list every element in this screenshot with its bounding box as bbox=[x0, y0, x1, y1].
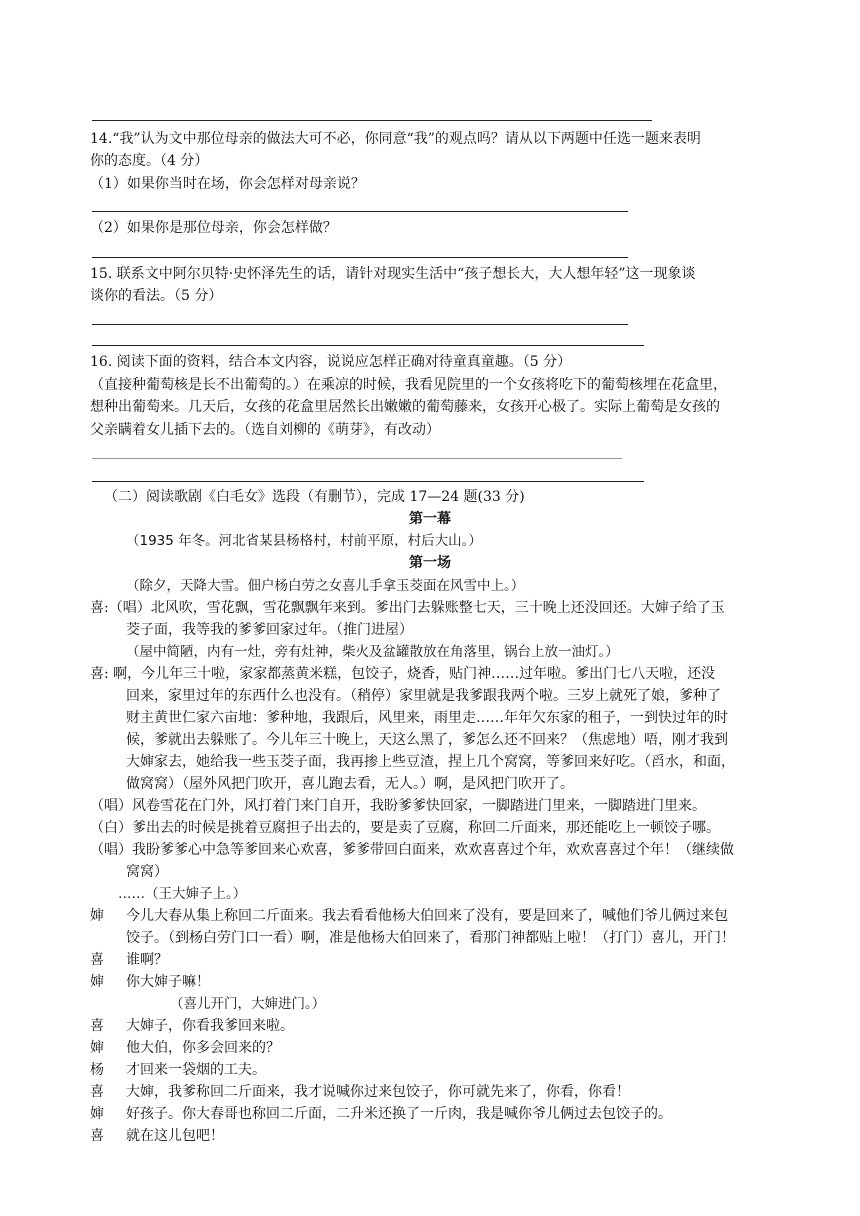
sing-2: （唱）风卷雪花在门外，风打着门来门自开，我盼爹爹快回家，一脚踏进门里来，一脚踏进门里来。 bbox=[90, 798, 706, 814]
answer-line bbox=[92, 211, 628, 212]
act-title: 第一幕 bbox=[409, 511, 451, 527]
answer-line bbox=[92, 257, 628, 258]
spoken-line: （白）爹出去的时候是挑着豆腐担子出去的，要是卖了豆腐，称回二斤面来，那还能吃上一顿饺子哪。 bbox=[90, 820, 720, 836]
room-direction: （屋中简陋，内有一灶，旁有灶神，柴火及盆罐散放在角落里，锅台上放一油灯。） bbox=[126, 644, 619, 660]
xi-speech-line2: 回来，家里过年的东西什么也没有。（稍停）家里就是我爹跟我两个啦。三岁上就死了娘，爹种了 bbox=[126, 688, 721, 704]
xi-sing-line2: 茭子面，我等我的爹爹回家过年。（推门进屋） bbox=[126, 622, 413, 638]
speaker-label: 婶 bbox=[90, 974, 104, 990]
speaker-label: 婶 bbox=[90, 1040, 104, 1056]
speaker-label: 喜 bbox=[90, 1128, 104, 1144]
answer-line bbox=[92, 120, 652, 121]
xi-speech-line4: 候，爹就出去躲账了。今儿年三十晚上，天这么黑了，爹怎么还不回来？（焦虑地）唔，刚才我到 bbox=[126, 732, 728, 748]
dialogue-line: 饺子。（到杨白劳门口一看）啊，准是他杨大伯回来了，看那门神都贴上啦！（打门）喜儿，开门！ bbox=[126, 930, 735, 946]
xi-sing-line1: 喜:（唱）北风吹，雪花飘，雪花飘飘年来到。爹出门去躲账整七天，三十晚上还没回还。大婶子给了玉 bbox=[90, 600, 725, 616]
sing-3-line1: （唱）我盼爹爹心中急等爹回来心欢喜，爹爹带回白面来，欢欢喜喜过个年，欢欢喜喜过个年！（继续做 bbox=[90, 842, 734, 858]
dialogue-line: 大婶，我爹称回二斤面来，我才说喊你过来包饺子，你可就先来了，你看，你看！ bbox=[126, 1084, 630, 1100]
q15-stem-line1: 15. 联系文中阿尔贝特·史怀泽先生的话，请针对现实生活中“孩子想长大，大人想年轻”这一现象谈 bbox=[90, 266, 696, 282]
speaker-label: 喜 bbox=[90, 952, 104, 968]
sing-3-line2: 窝窝） bbox=[126, 864, 168, 880]
q16-stem: 16. 阅读下面的资料，结合本文内容，说说应怎样正确对待童真童趣。（5 分） bbox=[90, 354, 572, 370]
xi-speech-line3: 财主黄世仁家六亩地：爹种地，我跟后，风里来，雨里走……年年欠东家的租子，一到快过年的时 bbox=[126, 710, 728, 726]
xi-speech-line1: 喜: 啊，今儿年三十啦，家家都蒸黄米糕，包饺子，烧香，贴门神……过年啦。爹出门七八天啦，还没 bbox=[90, 666, 716, 682]
dialogue-line: 好孩子。你大春哥也称回二斤面，二升米还换了一斤肉，我是喊你爷儿俩过去包饺子的。 bbox=[126, 1106, 672, 1122]
speaker-label: 婶 bbox=[90, 908, 104, 924]
q14-sub1: （1）如果你当时在场，你会怎样对母亲说？ bbox=[90, 176, 365, 192]
speaker-label: 婶 bbox=[90, 1106, 104, 1122]
answer-line bbox=[92, 324, 628, 325]
dialogue-line: 他大伯，你多会回来的？ bbox=[126, 1040, 280, 1056]
q14-stem-line2: 你的态度。（4 分） bbox=[90, 153, 209, 169]
dialogue-line: 你大婶子嘛！ bbox=[126, 974, 210, 990]
q15-stem-line2: 谈你的看法。（5 分） bbox=[90, 288, 223, 304]
xi-speech-line6: 做窝窝）（屋外风把门吹开，喜儿跑去看，无人。）啊，是风把门吹开了。 bbox=[126, 776, 574, 792]
answer-line bbox=[92, 345, 644, 346]
xi-speech-line5: 大婶家去，她给我一些玉茭子面，我再掺上些豆渣，捏上几个窝窝，等爹回来好吃。（舀水，和面， bbox=[126, 754, 735, 770]
section2-intro: （二）阅读歌剧《白毛女》选段（有删节），完成 17—24 题(33 分) bbox=[104, 489, 525, 505]
dialogue-line: 大婶子，你看我爹回来啦。 bbox=[126, 1018, 294, 1034]
dialogue-line: 就在这儿包吧！ bbox=[126, 1128, 224, 1144]
speaker-label: 喜 bbox=[90, 1084, 104, 1100]
dialogue-line: 谁啊？ bbox=[126, 952, 168, 968]
door-direction: （喜儿开门，大婶进门。） bbox=[170, 996, 326, 1012]
dialogue-line: 今儿大春从集上称回二斤面来。我去看看他杨大伯回来了没有，要是回来了，喊他们爷儿俩过来包 bbox=[126, 908, 728, 924]
act-direction: （1935 年冬。河北省某县杨格村，村前平原，村后大山。） bbox=[126, 533, 482, 549]
answer-line bbox=[92, 481, 644, 482]
scene-direction: （除夕，天降大雪。佃户杨白劳之女喜儿手拿玉茭面在风雪中上。） bbox=[126, 578, 525, 594]
q14-stem-line1: 14.“我”认为文中那位母亲的做法大可不必，你同意“我”的观点吗？请从以下两题中任选一题来表明 bbox=[90, 131, 701, 147]
speaker-label: 杨 bbox=[90, 1062, 104, 1078]
dialogue-line: 才回来一袋烟的工夫。 bbox=[126, 1062, 266, 1078]
q16-material-line1: （直接种葡萄核是长不出葡萄的。）在乘凉的时候，我看见院里的一个女孩将吃下的葡萄核埋在花盒里， bbox=[90, 377, 727, 393]
enter-direction: ……（王大婶子上。） bbox=[118, 886, 247, 902]
scene-title: 第一场 bbox=[409, 555, 451, 571]
answer-line bbox=[92, 458, 622, 459]
q16-material-line2: 想种出葡萄来。几天后，女孩的花盒里居然长出嫩嫩的葡萄藤来，女孩开心极了。实际上葡萄是女孩的 bbox=[90, 399, 720, 415]
speaker-label: 喜 bbox=[90, 1018, 104, 1034]
q14-sub2: （2）如果你是那位母亲，你会怎样做？ bbox=[90, 220, 337, 236]
q16-material-line3: 父亲瞒着女儿插下去的。（选自刘柳的《萌芽》，有改动） bbox=[90, 422, 440, 438]
